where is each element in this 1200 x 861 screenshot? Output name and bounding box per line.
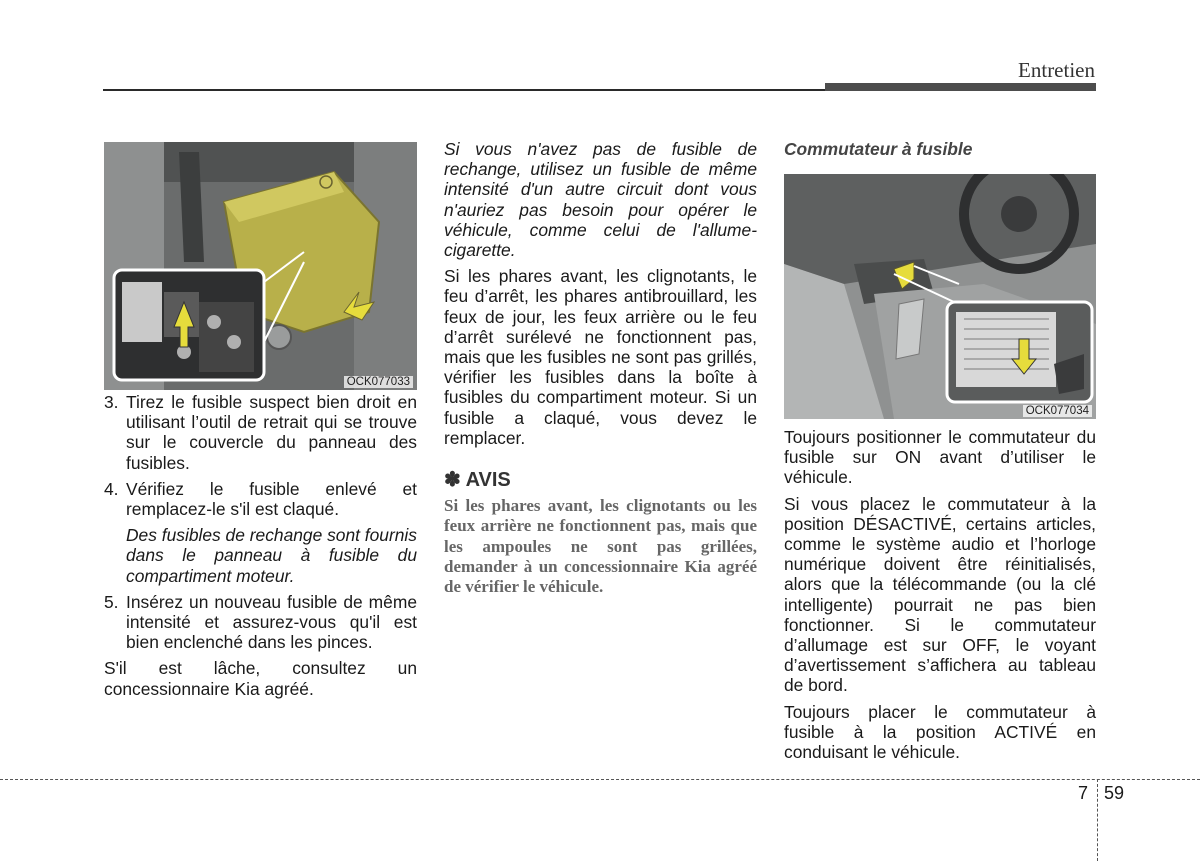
engine-fuse-box-photo [104, 142, 417, 390]
lamps-fuse-paragraph: Si les phares avant, les clignotants, le feu d’arrêt, les phares antibrouillard, les feux de jour, les feux arrière ou le feu d’arrêt surélevé ne fonctionnent pas, mais que les fusibles ne sont pas grillés, vérifier les fusibles dans la boîte à fusibles du compartiment moteur. Si un fusible a claqué, vous devez le remplacer. [444, 266, 757, 448]
header-rule-accent [825, 83, 1096, 91]
step-text: Vérifiez le fusible enlevé et remplacez-le s'il est claqué. [126, 478, 417, 520]
avis-heading: ✽ AVIS [444, 469, 511, 492]
step-5 [104, 592, 417, 653]
page-number: 59 [1104, 783, 1125, 803]
fuse-switch-paragraph-1: Toujours positionner le commutateur du fusible sur ON avant d’utiliser le véhicule. [784, 427, 1096, 488]
fuse-switch-illustration [784, 174, 1096, 419]
section-title: Entretien [1018, 58, 1095, 82]
figure-code: OCK077034 [1023, 405, 1092, 417]
fuse-switch-photo [784, 174, 1096, 419]
step-number: 4. [104, 478, 119, 499]
column-2 [444, 139, 757, 597]
step-text: Tirez le fusible suspect bien droit en utilisant l’outil de retrait qui se trouve sur le couvercle du panneau des fusibles. [126, 392, 417, 473]
figure-code: OCK077033 [344, 376, 413, 388]
chapter-number: 7 [1078, 783, 1089, 803]
footer-dashed-divider [1097, 779, 1098, 861]
column-3-text [784, 427, 1096, 762]
column-3 [784, 139, 1096, 159]
header-rule [103, 89, 825, 91]
spare-fuse-note: Des fusibles de rechange sont fournis dans le panneau à fusible du compartiment moteur. [126, 525, 417, 586]
avis-text: Si les phares avant, les clignotants ou les feux arrière ne fonctionnent pas, mais que les ampoules ne sont pas grillées, demander à un concessionnaire Kia agréé de vérifier le véhicule. [444, 496, 757, 597]
fuse-switch-paragraph-2: Si vous placez le commutateur à la position DÉSACTIVÉ, certains articles, comme le système audio et l’horloge numérique doivent être réinitialisés, alors que la télécommande (ou la clé intelligente) pourrait ne pas bien fonctionner. Si le commutateur d’allumage est sur OFF, le voyant d’avertissement s’affichera au tableau de bord. [784, 493, 1096, 696]
step-number: 5. [104, 591, 119, 612]
subsection-heading: Commutateur à fusible [784, 139, 973, 159]
step-3 [104, 392, 417, 473]
column-1 [104, 392, 417, 699]
footer-dashed-rule [0, 779, 1200, 780]
engine-fuse-box-illustration [104, 142, 417, 390]
fuse-switch-paragraph-3: Toujours placer le commutateur à fusible à la position ACTIVÉ en conduisant le véhicule. [784, 701, 1096, 763]
no-spare-fuse-paragraph: Si vous n'avez pas de fusible de rechange, utilisez un fusible de même intensité d'un autre circuit dont vous n'auriez pas besoin pour opérer le véhicule, comme celui de l'allume-cigarette. [444, 139, 757, 261]
step-number: 3. [104, 392, 119, 412]
step-text: Insérez un nouveau fusible de même intensité et assurez-vous qu'il est bien enclenché dans les pinces. [126, 591, 417, 653]
closing-paragraph: S'il est lâche, consultez un concessionnaire Kia agréé. [104, 658, 417, 699]
step-4 [104, 479, 417, 519]
